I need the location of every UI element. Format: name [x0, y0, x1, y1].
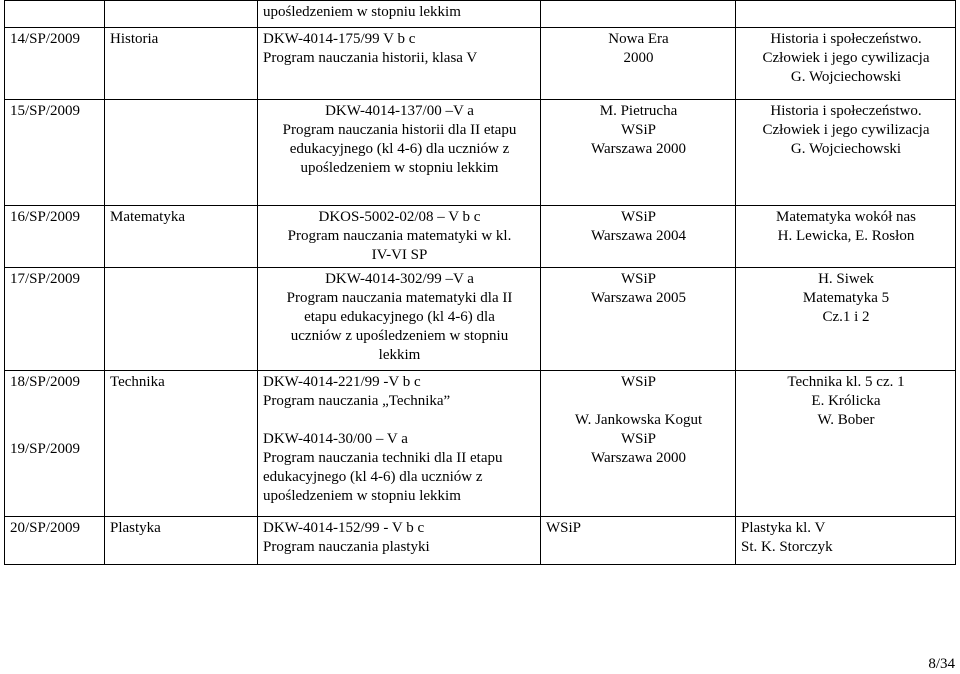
- cell-subject: [105, 517, 258, 565]
- cell-id: [5, 268, 105, 371]
- textbook-line: E. Królicka: [811, 393, 881, 409]
- table-row: [5, 100, 956, 206]
- cell-publisher: [541, 206, 736, 268]
- cell-textbook: [736, 28, 956, 100]
- textbook-line: G. Wojciechowski: [790, 69, 902, 85]
- cell-publisher: [541, 1, 736, 28]
- program-line: Program nauczania historii, klasa V: [263, 50, 478, 66]
- program-registry-table: [4, 0, 956, 565]
- program-line: edukacyjnego (kl 4-6) dla uczniów z: [263, 469, 483, 485]
- textbook-line: St. K. Storczyk: [741, 539, 833, 555]
- textbook-line: Matematyka wokół nas: [776, 209, 916, 225]
- record-id: 17/SP/2009: [10, 271, 81, 287]
- textbook-line: Plastyka kl. V: [741, 520, 826, 536]
- cell-id: [5, 1, 105, 28]
- textbook-line: G. Wojciechowski: [790, 141, 902, 157]
- program-line: DKW-4014-152/99 - V b c: [263, 520, 425, 536]
- cell-id: [5, 206, 105, 268]
- record-id: 20/SP/2009: [10, 520, 81, 536]
- program-line: DKW-4014-137/00 –V a: [325, 103, 474, 119]
- cell-publisher: [541, 517, 736, 565]
- cell-publisher: [541, 28, 736, 100]
- cell-subject: [105, 28, 258, 100]
- program-line: DKW-4014-221/99 -V b c: [263, 374, 421, 390]
- table-row: [5, 206, 956, 268]
- table-row: [5, 1, 956, 28]
- subject-name: Matematyka: [110, 209, 185, 225]
- table-row: [5, 371, 956, 517]
- program-line: DKOS-5002-02/08 – V b c: [318, 209, 481, 225]
- table-row: [5, 268, 956, 371]
- cell-subject: [105, 268, 258, 371]
- cell-textbook: [736, 517, 956, 565]
- cell-program: [258, 100, 541, 206]
- program-line: DKW-4014-30/00 – V a: [263, 431, 408, 447]
- cell-id: [5, 28, 105, 100]
- program-line: Program nauczania matematyki dla II: [286, 290, 513, 306]
- textbook-line: H. Siwek: [818, 271, 874, 287]
- publisher-line: Warszawa 2005: [590, 290, 686, 306]
- cell-id: [5, 517, 105, 565]
- program-line: Program nauczania historii dla II etapu: [282, 122, 517, 138]
- program-line: Program nauczania techniki dla II etapu: [263, 450, 503, 466]
- program-line: edukacyjnego (kl 4-6) dla uczniów z: [289, 141, 510, 157]
- textbook-line: Historia i społeczeństwo.: [770, 103, 922, 119]
- publisher-line: Warszawa 2000: [590, 141, 686, 157]
- record-id: 18/SP/2009: [10, 374, 81, 390]
- textbook-line: Historia i społeczeństwo.: [770, 31, 922, 47]
- program-line: Program nauczania plastyki: [263, 539, 430, 555]
- cell-textbook: [736, 1, 956, 28]
- textbook-line: Technika kl. 5 cz. 1: [787, 374, 905, 390]
- table-row: [5, 517, 956, 565]
- program-line: Program nauczania „Technika”: [263, 393, 451, 409]
- publisher-line: WSiP: [620, 271, 656, 287]
- table-row: [5, 28, 956, 100]
- publisher-line: Warszawa 2000: [590, 450, 686, 466]
- publisher-line: WSiP: [620, 122, 656, 138]
- textbook-line: Człowiek i jego cywilizacja: [762, 122, 930, 138]
- record-id: 19/SP/2009: [10, 441, 81, 457]
- cell-subject: [105, 1, 258, 28]
- program-line: IV-VI SP: [371, 247, 428, 263]
- publisher-line: WSiP: [620, 431, 656, 447]
- record-id: 14/SP/2009: [10, 31, 81, 47]
- program-line: DKW-4014-302/99 –V a: [325, 271, 474, 287]
- record-id: 15/SP/2009: [10, 103, 81, 119]
- program-line: Program nauczania matematyki w kl.: [287, 228, 512, 244]
- publisher-line: Nowa Era: [608, 31, 669, 47]
- program-line: DKW-4014-175/99 V b c: [263, 31, 416, 47]
- publisher-line: M. Pietrucha: [599, 103, 678, 119]
- textbook-line: H. Lewicka, E. Rosłon: [777, 228, 915, 244]
- textbook-line: W. Bober: [817, 412, 875, 428]
- spacer: [546, 392, 731, 411]
- cell-id: [5, 100, 105, 206]
- program-line: lekkim: [378, 347, 421, 363]
- publisher-line: WSiP: [546, 520, 582, 536]
- publisher-line: WSiP: [620, 209, 656, 225]
- cell-program: [258, 28, 541, 100]
- publisher-line: W. Jankowska Kogut: [574, 412, 703, 428]
- cell-publisher: [541, 371, 736, 517]
- subject-name: Historia: [110, 31, 159, 47]
- textbook-line: Cz.1 i 2: [822, 309, 870, 325]
- cell-subject: [105, 371, 258, 517]
- cell-program: [258, 371, 541, 517]
- cell-program: [258, 517, 541, 565]
- subject-name: Technika: [110, 374, 165, 390]
- textbook-line: Matematyka 5: [802, 290, 890, 306]
- cell-program: [258, 268, 541, 371]
- publisher-line: 2000: [623, 50, 654, 66]
- textbook-line: Człowiek i jego cywilizacja: [762, 50, 930, 66]
- cell-id: [5, 371, 105, 517]
- cell-textbook: [736, 100, 956, 206]
- program-line: uczniów z upośledzeniem w stopniu: [290, 328, 509, 344]
- cell-textbook: [736, 268, 956, 371]
- cell-program: [258, 206, 541, 268]
- program-line: upośledzeniem w stopniu lekkim: [300, 160, 499, 176]
- publisher-line: WSiP: [620, 374, 656, 390]
- publisher-line: Warszawa 2004: [590, 228, 686, 244]
- cell-subject: [105, 100, 258, 206]
- subject-name: Plastyka: [110, 520, 161, 536]
- program-line: upośledzeniem w stopniu lekkim: [263, 4, 461, 20]
- spacer: [263, 411, 536, 430]
- cell-publisher: [541, 100, 736, 206]
- cell-subject: [105, 206, 258, 268]
- cell-publisher: [541, 268, 736, 371]
- program-line: upośledzeniem w stopniu lekkim: [263, 488, 461, 504]
- cell-program: [258, 1, 541, 28]
- cell-textbook: [736, 206, 956, 268]
- cell-textbook: [736, 371, 956, 517]
- program-line: etapu edukacyjnego (kl 4-6) dla: [304, 309, 495, 325]
- record-id: 16/SP/2009: [10, 209, 81, 225]
- page-number: 8/34: [928, 656, 955, 672]
